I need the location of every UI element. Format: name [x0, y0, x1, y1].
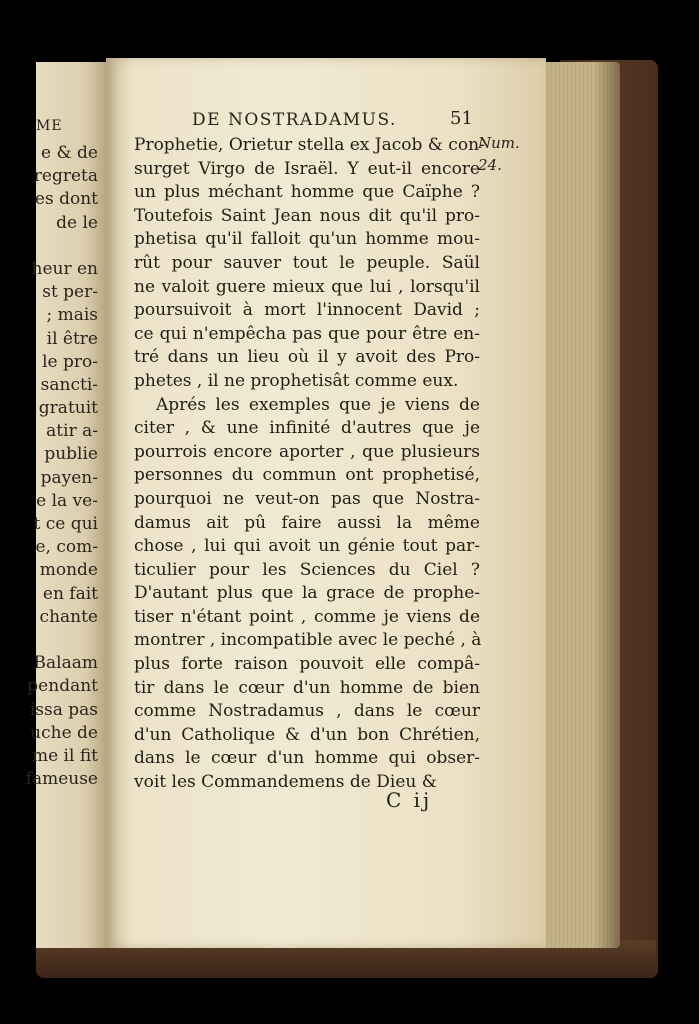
running-head: DE NOSTRADAMUS.: [192, 110, 397, 130]
text-line: D'autant plus que la grace de prophe-: [134, 583, 480, 604]
left-text-line: t ce qui: [33, 514, 98, 534]
text-line: d'un Catholique & d'un bon Chrétien,: [134, 724, 480, 745]
body-text: [134, 134, 485, 795]
left-text-line: le pro-: [42, 351, 98, 372]
left-page: [25, 62, 106, 948]
margin-note-line: 24.: [478, 156, 502, 174]
left-text-line: Balaam: [33, 653, 98, 674]
left-text-line: regreta: [33, 166, 98, 187]
text-line: surget Virgo de Israël. Y eut-il encore: [134, 158, 480, 179]
margin-note-line: Num.: [478, 134, 520, 152]
left-text-line: [0, 235, 98, 258]
left-text-line: monde: [39, 560, 98, 581]
left-text-line: issa pas: [29, 699, 98, 720]
text-line: tré dans un lieu où il y avoit des Pro-: [134, 347, 480, 368]
left-text-line: payen-: [40, 467, 98, 488]
left-text-line: heur en: [31, 258, 98, 279]
left-text-line: publie: [44, 444, 98, 465]
left-text-line: e la ve-: [36, 490, 98, 511]
text-line: phetisa qu'il falloit qu'un homme mou-: [134, 229, 480, 250]
left-text-line: gratuit: [38, 398, 98, 419]
left-running-head: ME: [36, 118, 63, 134]
left-text-line: uche de: [30, 722, 98, 743]
text-line: poursuivoit à mort l'innocent David ;: [134, 300, 480, 321]
left-text-line: chante: [39, 606, 98, 627]
text-line: montrer , incompatible avec le peché , à: [134, 630, 482, 651]
text-line: plus forte raison pouvoit elle compâ-: [134, 654, 480, 675]
text-line: voit les Commandemens de Dieu &: [134, 772, 437, 793]
left-text-line: atir a-: [46, 421, 98, 442]
left-text-line: fameuse: [25, 769, 98, 790]
text-line: comme Nostradamus , dans le cœur: [134, 701, 480, 722]
text-line: Prophetie, Orietur stella ex Jacob & con-: [134, 135, 485, 155]
page-edges: [540, 62, 620, 948]
left-text-line: me il fit: [31, 745, 98, 766]
text-line: pourquoi ne veut-on pas que Nostra-: [134, 488, 480, 509]
left-text-line: st per-: [42, 282, 98, 303]
text-line: pourrois encore aporter , que plusieurs: [134, 441, 480, 462]
left-text-line: pendant: [27, 676, 98, 697]
margin-note: [478, 132, 540, 176]
text-line: rût pour sauver tout le peuple. Saül: [134, 252, 480, 273]
left-text-line: [0, 629, 98, 652]
text-line: citer , & une infinité d'autres que je: [134, 418, 480, 439]
page-number: 51: [450, 108, 473, 129]
text-line: personnes du commun ont prophetisé,: [134, 465, 480, 486]
text-line: chose , lui qui avoit un génie tout par-: [134, 536, 480, 557]
left-text-line: de le: [56, 212, 98, 233]
left-text-line: es dont: [34, 189, 98, 210]
left-text-line: ; mais: [46, 305, 98, 326]
left-text-line: il être: [46, 328, 98, 349]
text-line: Aprés les exemples que je viens de: [156, 394, 480, 415]
text-line: ne valoit guere mieux que lui , lorsqu'il: [134, 276, 480, 297]
left-text-line: en fait: [42, 583, 98, 604]
text-line: ticulier pour les Sciences du Ciel ?: [134, 559, 480, 580]
text-line: ce qui n'empêcha pas que pour être en-: [134, 323, 480, 344]
signature-mark: C ij: [386, 788, 433, 812]
left-text-line: sancti-: [40, 374, 98, 395]
text-line: dans le cœur d'un homme qui obser-: [134, 748, 480, 769]
text-line: tiser n'étant point , comme je viens de: [134, 606, 480, 627]
text-line: Toutefois Saint Jean nous dit qu'il pro-: [134, 205, 480, 226]
text-line: damus ait pû faire aussi la même: [134, 512, 480, 533]
left-text-line: e, com-: [35, 537, 98, 558]
text-line: tir dans le cœur d'un homme de bien: [134, 677, 480, 698]
left-text-line: e & de: [41, 143, 98, 163]
left-page-text: [0, 142, 98, 791]
right-page: [106, 58, 546, 948]
text-line: phetes , il ne prophetisât comme eux.: [134, 370, 459, 391]
text-line: un plus méchant homme que Caïphe ?: [134, 182, 480, 203]
